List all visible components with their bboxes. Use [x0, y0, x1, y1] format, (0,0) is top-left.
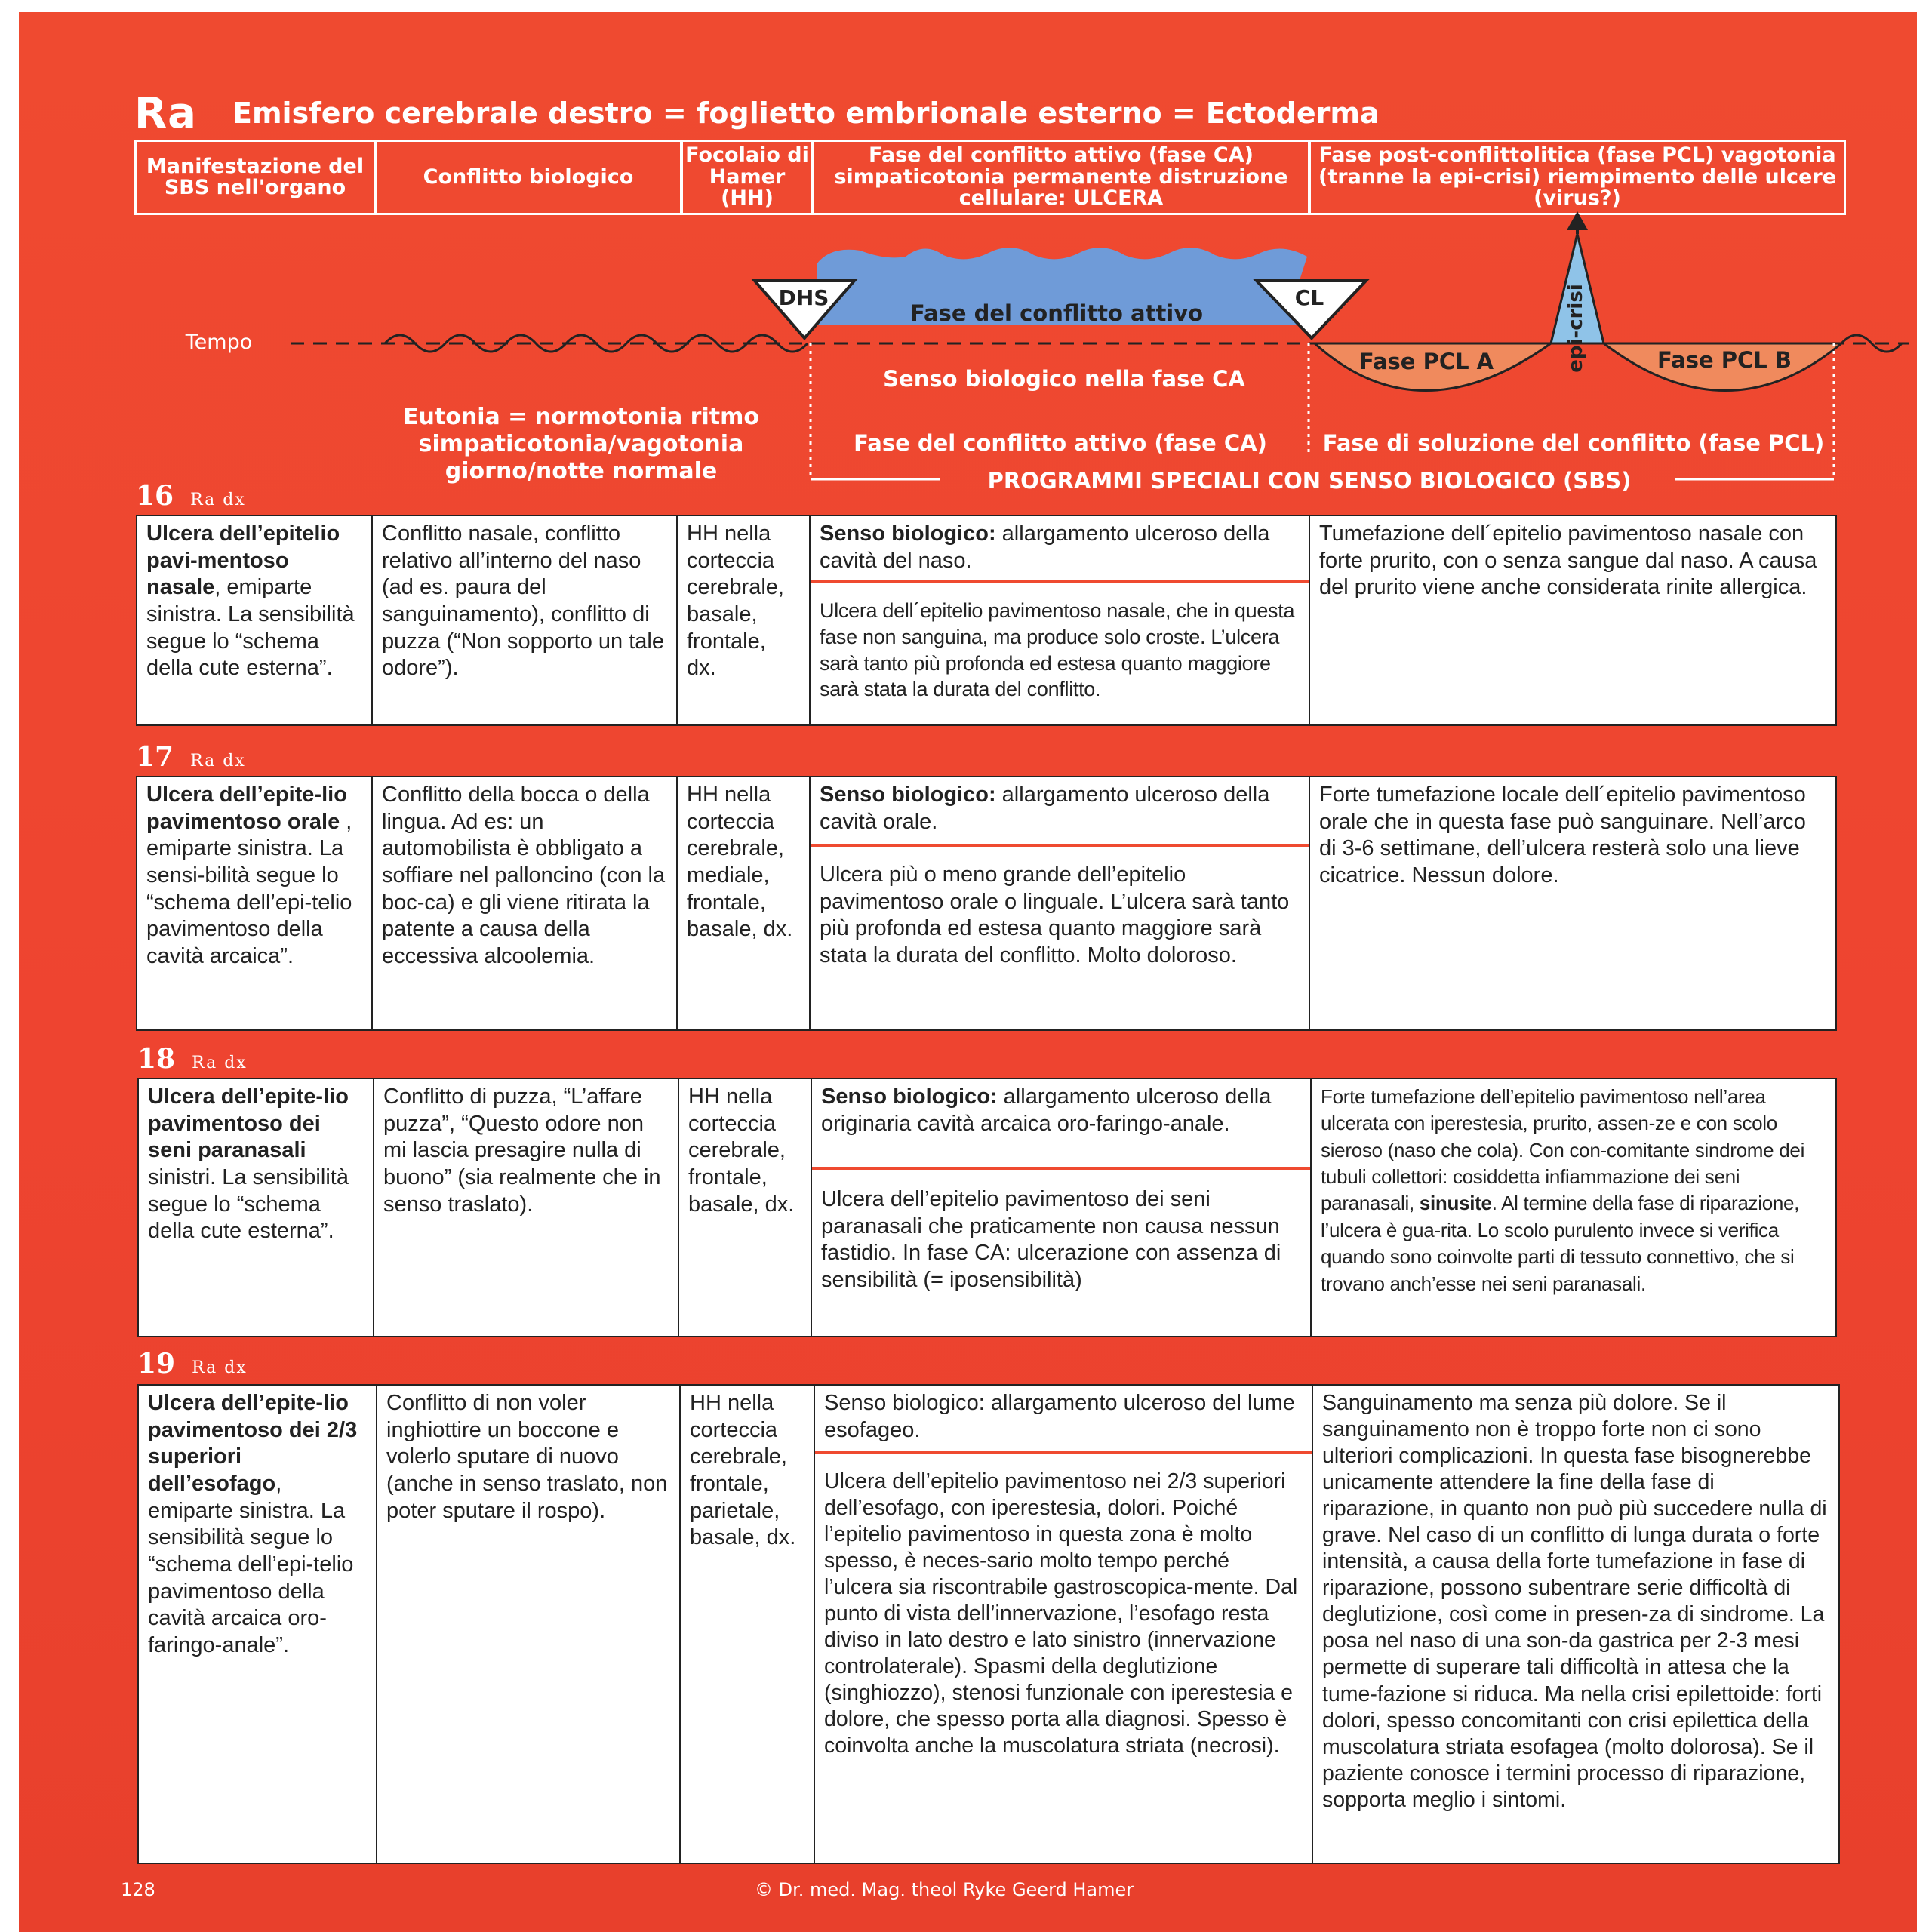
row-16-ca: Senso biologico: allargamento ulceroso della cavità del naso. Ulcera dell´epitelio pavimentoso nasale, che in questa fase non sanguina, ma produce solo croste. L’ulcera sarà tanto più profonda ed estesa quanto maggiore sarà stata la durata del conflitto.: [809, 515, 1310, 726]
row-19-number: 19 Ra dx: [137, 1348, 248, 1380]
dhs-label: DHS: [778, 285, 829, 310]
row-16-hh: HH nella corteccia cerebrale, basale, frontale, dx.: [676, 515, 811, 726]
row-18-pcl: Forte tumefazione dell’epitelio pavimentoso nell’area ulcerata con iperestesia, prurito, assen-ze e con scolo sieroso (naso che cola). Con con-comitante sindrome dei tubuli collettori: cosiddetta infiammazione dei seni paranasali, sinusite. Al termine della fase di riparazione, l’ulcera è gua-rita. Lo scolo purulento invece si verifica quando sono coinvolte parti di tessuto connettivo, che si trovano anch’esse nei seni paranasali.: [1310, 1078, 1837, 1337]
row-18-number: 18 Ra dx: [137, 1043, 248, 1075]
pcl-a-label: Fase PCL A: [1358, 349, 1494, 374]
header-col-organ: Manifestazione del SBS nell'organo: [134, 140, 376, 215]
row-19-organ: Ulcera dell’epite-lio pavimentoso dei 2/3 superiori dell’esofago, emiparte sinistra. La sensibilità segue lo “schema dell’epi-telio pavimentoso della cavità arcaica oro-faringo-anale”.: [137, 1384, 377, 1864]
cl-label: CL: [1294, 285, 1324, 310]
header-col-ca: Fase del conflitto attivo (fase CA) simpaticotonia permanente distruzione cellulare: ULCERA: [812, 140, 1310, 215]
header-col-pcl: Fase post-conflittolitica (fase PCL) vagotonia (tranne la epi-crisi) riempimento delle ulcere (virus?): [1309, 140, 1846, 215]
eutonia-label: Eutonia = normotonia ritmo simpaticotonia/vagotonia giorno/notte normale: [403, 404, 759, 485]
row-18-hh: HH nella corteccia cerebrale, frontale, basale, dx.: [678, 1078, 812, 1337]
row-16-conflict: Conflitto nasale, conflitto relativo all’interno del naso (ad es. paura del sanguinamento), conflitto di puzza (“Non sopporto un tale odore”).: [371, 515, 678, 726]
active-phase-label: Fase del conflitto attivo: [909, 300, 1204, 326]
fase-ca-label: Fase del conflitto attivo (fase CA): [854, 430, 1267, 456]
page-title: Emisfero cerebrale destro = foglietto embrionale esterno = Ectoderma: [232, 97, 1380, 130]
epi-crisi-label: epi-crisi: [1564, 284, 1587, 373]
row-19-hh: HH nella corteccia cerebrale, frontale, parietale, basale, dx.: [679, 1384, 815, 1864]
row-19-conflict: Conflitto di non voler inghiottire un boccone e volerlo sputare di nuovo (anche in senso traslato, non poter sputare il rospo).: [376, 1384, 681, 1864]
section-code: Ra: [134, 89, 197, 138]
programmi-label: PROGRAMMI SPECIALI CON SENSO BIOLOGICO (SBS): [987, 468, 1632, 494]
row-19-pcl: Sanguinamento ma senza più dolore. Se il sanguinamento non è troppo forte non ci sono ulteriori complicazioni. In questa fase bisognerebbe unicamente attendere la fine della fase di riparazione, in quanto non può più succedere nulla di grave. Nel caso di un conflitto di lunga durata o forte intensità, a causa della forte tumefazione in fase di riparazione, possono subentrare serie difficoltà di deglutizione, così come in presen-za di sindrome. La posa nel naso di una son-da gastrica per 2-3 mesi permette di superare tali difficoltà in attesa che la tume-fazione si riduca. Ma nella crisi epilettoide: forti dolori, spesso concomitanti con crisi epilettica della muscolatura striata esofagea (molto dolorosa). Se il paziente conosce i termini processo di riparazione, sopporta meglio i sintomi.: [1312, 1384, 1840, 1864]
row-16-pcl: Tumefazione dell´epitelio pavimentoso nasale con forte prurito, con o senza sangue dal naso. A causa del prurito viene anche considerata rinite allergica.: [1309, 515, 1837, 726]
row-18-conflict: Conflitto di puzza, “L’affare puzza”, “Questo odore non mi lascia presagire nulla di buono” (sia realmente che in senso traslato).: [373, 1078, 679, 1337]
row-19-ca: Senso biologico: allargamento ulceroso del lume esofageo. Ulcera dell’epitelio pavimentoso nei 2/3 superiori dell’esofago, con iperestesia, dolori. Poiché l’epitelio pavimentoso in questa zona è molto spesso, è neces-sario molto tempo perché l’ulcera sia riscontrabile gastroscopica-mente. Dal punto di vista dell’innervazione, l’esofago resta diviso in lato destro e lato sinistro (innervazione controlaterale). Spasmi della deglutizione (singhiozzo), stenosi funzionale con iperestesia e dolore, che spesso porta alla diagnosi. Spesso è coinvolta anche la muscolatura striata (necrosi).: [814, 1384, 1313, 1864]
row-16-number: 16 Ra dx: [136, 480, 246, 512]
row-17-organ: Ulcera dell’epite-lio pavimentoso orale , emiparte sinistra. La sensi-bilità segue lo “schema dell’epi-telio pavimentoso della cavità arcaica”.: [136, 776, 373, 1031]
row-17-ca: Senso biologico: allargamento ulceroso della cavità orale. Ulcera più o meno grande dell’epitelio pavimentoso orale o linguale. L’ulcera sarà tanto più profonda ed estesa quanto maggiore sarà stata la durata del conflitto. Molto doloroso.: [809, 776, 1310, 1031]
epi-crisi-arrow: [1567, 211, 1588, 230]
header-col-conflict: Conflitto biologico: [374, 140, 682, 215]
row-17-hh: HH nella corteccia cerebrale, mediale, frontale, basale, dx.: [676, 776, 811, 1031]
fase-pcl-label: Fase di soluzione del conflitto (fase PCL): [1322, 430, 1825, 456]
copyright: © Dr. med. Mag. theol Ryke Geerd Hamer: [755, 1879, 1134, 1900]
row-18-organ: Ulcera dell’epite-lio pavimentoso dei seni paranasali sinistri. La sensibilità segue lo “schema della cute esterna”.: [137, 1078, 374, 1337]
pcl-b-label: Fase PCL B: [1657, 347, 1792, 373]
row-17-pcl: Forte tumefazione locale dell´epitelio pavimentoso orale che in questa fase può sanguinare. Nell’arco di 3-6 settimane, dell’ulcera resterà solo una lieve cicatrice. Nessun dolore.: [1309, 776, 1837, 1031]
row-17-number: 17 Ra dx: [136, 741, 246, 773]
row-16-organ: Ulcera dell’epitelio pavi-mentoso nasale, emiparte sinistra. La sensibilità segue lo “schema della cute esterna”.: [136, 515, 373, 726]
page-number: 128: [121, 1879, 155, 1900]
row-17-conflict: Conflitto della bocca o della lingua. Ad es: un automobilista è obbligato a soffiare nel palloncino (con la boc-ca) e gli viene ritirata la patente a causa della eccessiva alcoolemia.: [371, 776, 678, 1031]
header-col-hh: Focolaio di Hamer (HH): [681, 140, 814, 215]
row-18-ca: Senso biologico: allargamento ulceroso della originaria cavità arcaica oro-faringo-anale. Ulcera dell’epitelio pavimentoso dei seni paranasali che praticamente non causa nessun fastidio. In fase CA: ulcerazione con assenza di sensibilità (= iposensibilità): [811, 1078, 1312, 1337]
tempo-label: Tempo: [185, 331, 253, 354]
senso-label: Senso biologico nella fase CA: [883, 366, 1245, 392]
